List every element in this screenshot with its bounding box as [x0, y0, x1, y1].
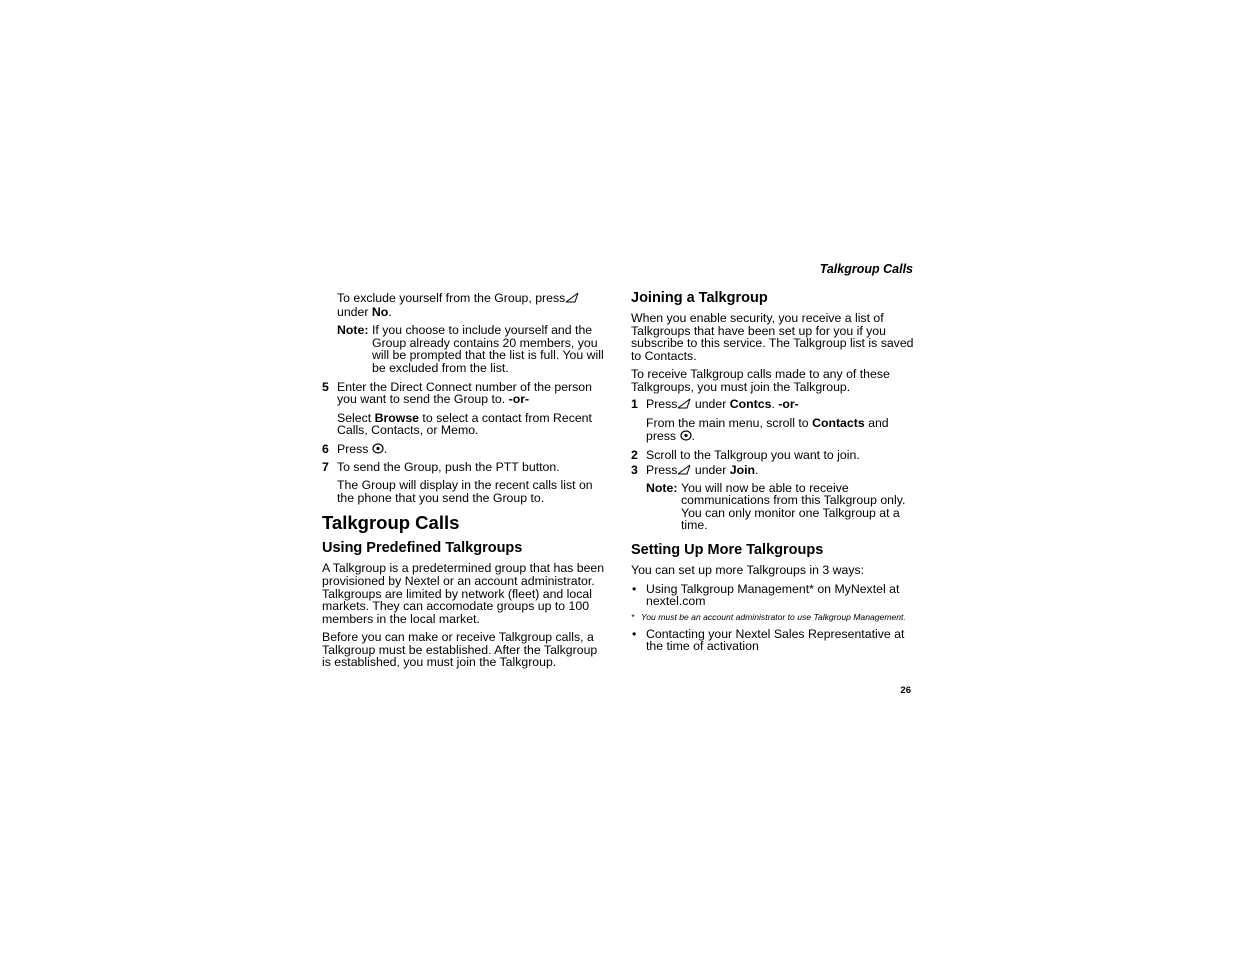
- step-6: 6 Press .: [322, 441, 388, 456]
- page-number: 26: [900, 685, 911, 696]
- step-5: 5 Enter the Direct Connect number of the person you want to send the Group to. -or-: [322, 379, 592, 407]
- page-header: Talkgroup Calls: [819, 262, 913, 276]
- bullet-talkgroup-management: • Using Talkgroup Management* on MyNextel at nextel.com: [632, 581, 900, 609]
- main-menu-instruction: From the main menu, scroll to Contacts and press .: [646, 416, 889, 443]
- softkey-icon: [565, 292, 579, 306]
- section-title: Talkgroup Calls: [322, 512, 460, 534]
- step-3: 3 Press under Join.: [631, 462, 759, 477]
- subsection-joining: Joining a Talkgroup: [631, 290, 768, 306]
- bullet-sales-representative: • Contacting your Nextel Sales Representative at the time of activation: [632, 626, 905, 654]
- left-column: [322, 292, 607, 669]
- step-1: 1 Press under Contcs. -or-: [631, 396, 799, 411]
- receive-paragraph: To receive Talkgroup calls made to any of these Talkgroups, you must join the Talkgroup.: [631, 367, 890, 394]
- right-column: [631, 290, 916, 653]
- security-paragraph: When you enable security, you receive a list of Talkgroups that have been set up for you if you subscribe to this service. The Talkgroup list is saved to Contacts.: [631, 311, 914, 363]
- note-included-full: Note: If you choose to include yourself and the Group already contains 20 members, you will be prompted that the list is full. You will be excluded from the list.: [337, 323, 604, 375]
- step-7: 7 To send the Group, push the PTT button.: [322, 459, 560, 474]
- softkey-icon: [677, 464, 691, 478]
- subsection-predefined: Using Predefined Talkgroups: [322, 540, 523, 557]
- menu-key-icon: [372, 443, 384, 457]
- note-monitor: Note: You will now be able to receive communications from this Talkgroup only. You can only monitor one Talkgroup at a time.: [646, 480, 906, 533]
- established-paragraph: Before you can make or receive Talkgroup calls, a Talkgroup must be established. After the Talkgroup is established, you must join the Talkgroup.: [322, 630, 598, 670]
- menu-key-icon: [680, 430, 692, 444]
- setup-paragraph: You can set up more Talkgroups in 3 ways:: [631, 562, 865, 577]
- group-display-text: The Group will display in the recent calls list on the phone that you send the Group to.: [337, 478, 593, 505]
- browse-instruction: Select Browse to select a contact from Recent Calls, Contacts, or Memo.: [337, 410, 592, 438]
- step-2: 2 Scroll to the Talkgroup you want to join.: [631, 448, 860, 463]
- subsection-setup: Setting Up More Talkgroups: [631, 541, 824, 558]
- softkey-icon: [677, 398, 691, 412]
- footnote: * You must be an account administrator to use Talkgroup Management.: [631, 611, 906, 622]
- exclude-instruction: To exclude yourself from the Group, press under No.: [337, 292, 607, 318]
- predefined-paragraph: A Talkgroup is a predetermined group that has been provisioned by Nextel or an account administrator. Talkgroups are limited by network (fleet) and local markets. They can accomodate groups up to 100 members in the local market.: [322, 561, 605, 626]
